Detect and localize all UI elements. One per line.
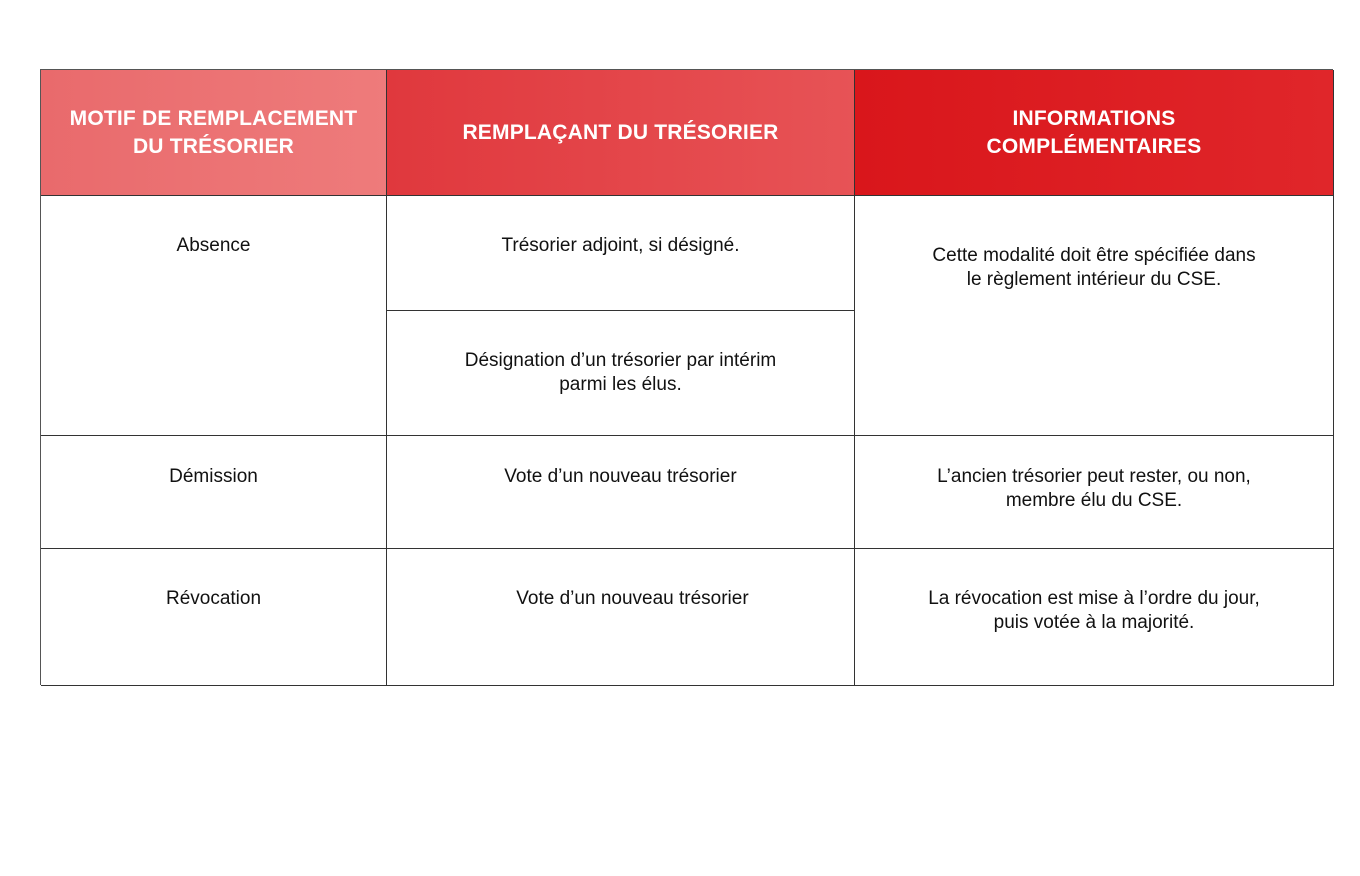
cell-remplacant-absence-2: Désignation d’un trésorier par intérim parmi les élus. — [387, 311, 855, 436]
cell-remplacant-revocation: Vote d’un nouveau trésorier — [387, 549, 855, 686]
cell-motif-revocation: Révocation — [41, 549, 387, 686]
cell-motif-absence: Absence — [41, 196, 387, 436]
cell-remplacant-demission: Vote d’un nouveau trésorier — [387, 436, 855, 549]
header-remplacant: REMPLAÇANT DU TRÉSORIER — [387, 70, 855, 196]
cell-info-revocation: La révocation est mise à l’ordre du jour, puis votée à la majorité. — [855, 549, 1334, 686]
cell-motif-demission: Démission — [41, 436, 387, 549]
header-motif: MOTIF DE REMPLACEMENT DU TRÉSORIER — [41, 70, 387, 196]
cell-remplacant-absence-1: Trésorier adjoint, si désigné. — [387, 196, 855, 311]
cell-info-demission: L’ancien trésorier peut rester, ou non, membre élu du CSE. — [855, 436, 1334, 549]
cell-info-absence: Cette modalité doit être spécifiée dans le règlement intérieur du CSE. — [855, 196, 1334, 436]
header-informations: INFORMATIONS COMPLÉMENTAIRES — [855, 70, 1334, 196]
replacement-table — [40, 69, 1333, 685]
